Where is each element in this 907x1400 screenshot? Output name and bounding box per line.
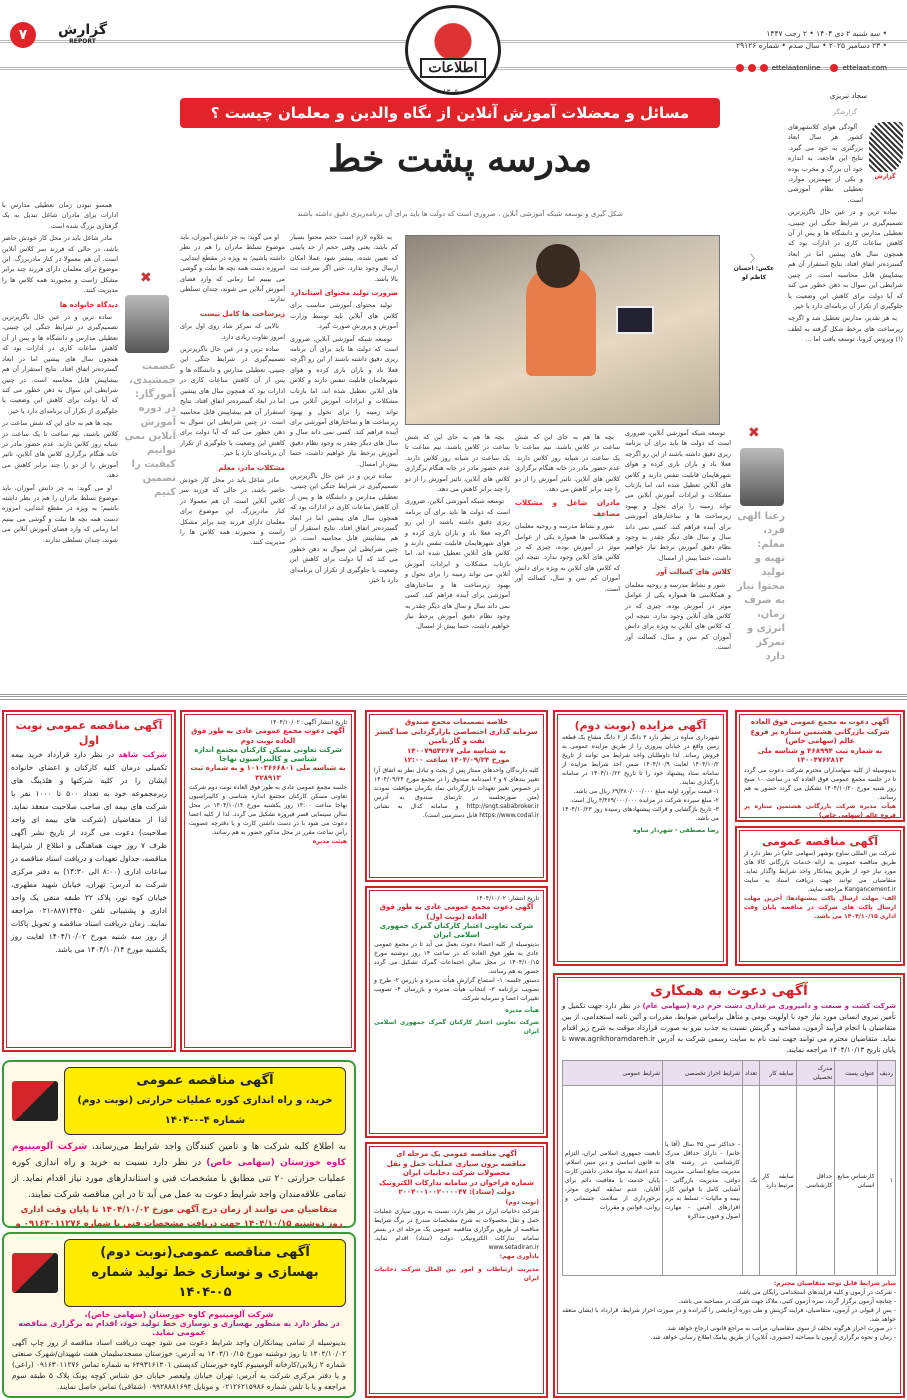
headline: مدرسه پشت خط	[327, 138, 592, 180]
arrow-left-icon: 〈	[750, 254, 760, 265]
ad-tender-bushehr: آگهی مناقصه عمومی شرکت بین المللی ساوج بوشهر (سهامی عام) در نظر دارد از طریق مناقصه عمومی به ارائه خدمات بازرگانی کالا های مورد نیاز خود از طریق پیمانکار واجد شرایط واگذار نماید. متقاضیان می توانند جهت دریافت اسناد به سایت Kangancement.ir مراجعه نمایند. الف- مهلت ارسال پاکت پیشنهادها: آخرین مهلت ارسال پاکت های شرکت در مناقصه پایان وقت اداری ۱۴۰۴/۱۰/۱۵ می باشد.	[735, 826, 905, 966]
crossed-pencils-icon: ✖	[140, 270, 152, 286]
ad-tender-kalco-furnace: آگهی مناقصه عمومی خرید، و راه اندازی کوره عملیات حرارتی (نوبت دوم) شماره ۴-۰-۱۴۰۴ به اطلاع کلیه شرکت ها و تامین کنندگان واجد شرایط می‌رساند، شرکت آلومینیوم کاوه خوزستان (سهامی خاص) در نظر دارد نسبت به خرید و راه اندازی کوره عملیات حرارتی ۲۰ تنی مطابق با مشخصات فنی و استاندارهای مورد نیاز اقدام نماید. از تمامی علاقه‌مندان واجد شرایط دعوت به عمل می آید تا در این مناقصه شرکت نمایند. متقاضیان می توانند از زمان درج آگهی مورخ ۱۴۰۴/۱۰/۰۲ تا پایان وقت اداری روز دوشنبه ۱۴۰۴/۱۰/۱۵ جهت دریافت مشخصات فنی با شماره ۰۹۱۶۳۰۱۱۲۷۶ و	[2, 1060, 356, 1228]
article-column-1: گزارش آلودگی هوای کلانشهرهای کشور هر سال ابعاد بزرگتری به خود می گیرد. نتایج این فاجعه، به اندازه خود آن بزرگ و مخرب بوده و یکی از مهمترین موارد، تعطیلی نظام آموزشی است. ساده ترین و در عین حال ناگزیرترین تصمیم‌گیری در شرایط جنگی این چنینی، تعطیلی مدارس و دانشگاه ها و پس از آن کاهش ساعات کاری در ادارات بود که همچون سال های پیشین اما در ابعاد گسترده‌تر اتفاق افتاد. نتایج استقرار آن هم بیشاپیش قابل محاسبه است. در چنین شرایطی این سوال به ذهن خطور می کند که آیا دولت برای کاهش این وضعیت یا جلوگیری از تکرار آن برنامه‌ای دارد یا خیر. به هر تقدیر، مدارس تعطیل شد و اگرچه زیرساخت های برخط شکل گرفته به لطف (!) ویروس کرونا، توسعه یافت اما ...	[788, 123, 903, 344]
article-column-2: توسعه شبکه آموزشی آنلاین، ضروری است که دولت ها باید برای آن برنامه ریزی دقیق داشته باشند از این رو اگرچه فعلا باد و باران باری کرده و هوای شهرهایمان قابلیت تنفس دارند و کلاس های آنلاین تعطیل شده اند، اما بازتاب مشکلات و ایرادات آموزش آنلاین می تواند زمینه را برای تحول و بهبود زیرساخت ها و ساختارهای آموزشی برای آینده فراهم کند. کسی نمی داند سال و سال های دیگر چقدر به وجود نظام دقیق آموزش برخط نیاز خواهیم داشت، حتما بیش از امسال. کلاس های کسالت آور شور و نشاط مدرسه و روحیه معلمان و همکلاسی ها همواره یکی از عوامل موثر در آموزش بوده، چیزی که در کلاس های آنلاین وجود ندارد. نتیجه این که کلاس های آنلاین به ویژه برای دانش آموزان کم سن و سال، کسالت آور است.	[625, 429, 731, 652]
ettelaat-logo: اطلاعات	[405, 5, 501, 95]
ad-tender-dokhaniat: آگهی مناقصه عمومی یک مرحله ای مناقصه برون سپاری عملیات حمل و نقل محصولات شرکت دخانیات ایران شماره فراخوان در سامانه تدارکات الکترونیک دولت (ستاد): ۲۰۰۴۰۰۱۰۰۲۰۰۰۰۴۷ (نوبت دوم) شرکت دخانیات ایران در نظر دارد، نسبت به برون سپاری عملیات حمل و نقل محصولات به شرح مشخصات مندرج در برگ شرایط مناقصه از طریق برگزاری مناقصه عمومی یک مرحله ای در بستر سامانه تدارکات الکترونیکی دولت (ستاد) اقدام نماید. www.setadiran.ir یادآوری مهم: مدیریت ارتباطات و امور بین الملل شرکت دخانیات ایران	[365, 1142, 548, 1398]
section-divider	[0, 694, 907, 700]
feather-icon	[869, 122, 903, 172]
social-handle[interactable]: ettelaatonline	[771, 64, 821, 72]
founded-year: ۱۳۰۵	[443, 88, 459, 96]
photo-caption: شکل گیری و توسعه شبکه آموزشی آنلاین ، ضروری است که دولت ها باید برای آن برنامه‌ریزی دقیق داشته باشند	[297, 210, 623, 218]
kalco-logo	[12, 1081, 58, 1121]
ad-tender-shahed: آگهی مناقصه عمومی نوبت اول شرکت شاهد در نظر دارد قرارداد خرید بیمه تکمیلی درمان کلیه کارکنان و اعضای خانواده ایشان را در کلیه شرکتها و هلدینگ های زیرمجموعه خود به تعداد ۵۰۰ تا ۱۰۰۰ نفر با شرکت های بیمه ای صاحب صلاحیت منعقد نماید. لذا از متقاضیان (شرکت های بیمه ای واجد صلاحیت) دعوت می گردد از تاریخ نشر آگهی ظرف ۷ روز جهت هماهنگی و اطلاع از شرایط مناقصه، جداول تعهدات و دریافت اسناد مناقصه در ساعات اداری (۸:۰۰ الی ۱۴:۳۰) به دفتر مرکزی شرکت به آدرس: تهران، خیابان شهید مطهری، خیابان کوه نور، پلاک ۲۲ طبقه منفی یک واحد اداری و پشتیبانی تلفن ۸۸۷۱۳۴۵۰-۰۲۱ مراجعه نمایند. زمان دریافت اسناد مناقصه و تحویل پاکات از روز سه شنبه مورخ ۱۴۰۴/۱۰/۰۲ لغایت روز یکشنبه مورخ ۱۴۰۴/۱۰/۱۴ می باشد.	[2, 710, 176, 1052]
author: سجاد تبریزی	[829, 92, 867, 100]
ad-tender-kalco-line: آگهی مناقصه عمومی(نوبت دوم) بهسازی و نوسازی خط تولید شماره ۰۵-۱۴۰۴ شرکت آلومینیوم کاوه خوزستان (سهامی خاص)، در نظر دارد به منظور بهسازی و نوسازی خط تولید خود، اقدام به برگزاری مناقصه عمومی نماید. بدینوسیله از تمامی پیمانکاران واجد شرایط دعوت می شود جهت دریافت اسناد مناقصه از روز چاپ آگهی ۱۴۰۴/۱۰/۰۲ تا روز دوشنبه مورخ ۱۴۰۴/۱۰/۱۵ به آدرس: خوزستان مسجدسلیمان هفت شهیدان/شهرک صنعتی شماره ۲ زیلایی/کارخانه آلومینیوم کاوه خوزستان کدپستی ۶۴۹۳۱۶۱۴۰۱ به شماره تماس ۰۹۱۶۳۰۱۱۲۷۶ (راعی) و یا دفتر مرکزی شرکت به آدرس: تهران خیابان ولیعصر خیابان حق شناس کوچه پونک پلاک ۵ طبقه سوم مراجعه و یا با تلفن شماره ۰۲۱۲۶۲۱۵۹۸۶ و موبایل ۰۹۹۲۸۸۸۱۶۹۴ (شقاقی) تماس حاصل نمایند.	[2, 1232, 356, 1398]
ad-hiring-khoramdareh: آگهی دعوت به همکاری شرکت کشت و صنعت و دامپروری مرغداری دشت خرم دره (سهامی عام) در نظر دارد جهت تکمیل و تأمین نیروی انسانی مورد نیاز خود با اولویت بومی و متأهل براساس ضوابط، مقررات و آئین نامه استخدامی، از بین متقاضیان با انجام فرآیند آزمون، مصاحبه و گزینش نسبت به جذب نیرو به صورت قرارداد موقت به شرح زیر اقدام نماید. متقاضیان محترم می توانند جهت ثبت نام به سایت رسمی شرکت به آدرس www.agrikhoramdareh.ir تا پایان تاریخ ۱۴۰۴/۱۰/۱۳ مراجعه نمایند. ردیف عنوان پست مدرک تحصیلی سابقه کار تعداد شرایط احراز تخصصی شرایط عمومی ۱ کارشناس منابع انسانی حداقل کارشناسی سابقه کار مرتبط دارد یک - حداکثر سن ۳۵ سال (آقا یا خانم) - دارای حداقل مدرک کارشناسی در رشته های مدیریت منابع انسانی، مدیریت دولتی، مدیریت بازرگانی - آشنایی کامل با قوانین کار، بیمه و مالیات - تسلط به نرم افزارهای آفیس - مهارت اصول و فنون مذاکره تابعیت جمهوری اسلامی ایران، التزام به قانون اساسی و دین مبین اسلام، عدم اعتیاد به مواد مخدر، داشتن کارت پایان خدمت یا معافیت دائم برای آقایان، عدم سابقه کیفری موثر، برخورداری از سلامت جسمانی و روانی، قوانین و مقررات سایر شرایط قابل توجه متقاضیان محترم: - شرکت در آزمون و کلیه فرایندهای استخدامی رایگان می باشد. - چنانچه آزمون برگزار گردد، نمره آزمون کتبی، ملاک جهت شرکت در مصاحبه می باشد. - پس از قبولی در آزمون، متقاضیان، فرایند گزینش و طی دوره آزمایشی را گذرانده و در صورت احراز شرایط، قرارداد با ایشان منعقد خواهد شد. - در صورت احراز هرگونه تخلف از سوی متقاضیان، مراتب به مراجع قانونی ارجاع خواهد شد. - زمان و نحوه برگزاری آزمون یا مصاحبه (حضوری، آنلاین) از طریق پیامک اطلاع رسانی خواهد شد.	[553, 973, 905, 1398]
pull-quote: رعنا الهی فرد، معلم: تهیه و تولید محتوا نیاز به صرف زمان، انرژی و تمرکز دارد	[736, 511, 785, 662]
date-line: • سه شنبه ۲ دی ۱۴۰۴ • ۲ رجب ۱۴۴۷ • ۲۳ دسامبر ۲۰۲۵ • سال صدم • شماره ۲۹۱۲۶	[736, 29, 887, 50]
web-icon	[830, 64, 838, 72]
crossed-pencils-icon: ✖	[748, 425, 760, 441]
section-tag: گزارش	[874, 173, 896, 180]
table-row: ۱ کارشناس منابع انسانی حداقل کارشناسی سابقه کار مرتبط دارد یک - حداکثر سن ۳۵ سال (آقا یا خانم) - دارای حداقل مدرک کارشناسی در رشته های مدیریت منابع انسانی، مدیریت دولتی، مدیریت بازرگانی - آشنایی کامل با قوانین کار، بیمه و مالیات - تسلط به نرم افزارهای آفیس - مهارت اصول و فنون مذاکره تابعیت جمهوری اسلامی ایران، التزام به قانون اساسی و دین مبین اسلام، عدم اعتیاد به مواد مخدر، داشتن کارت پایان خدمت یا معافیت دائم برای آقایان، عدم سابقه کیفری موثر، برخورداری از سلامت جسمانی و روانی، قوانین و مقررات	[563, 1086, 896, 1276]
portrait-photo	[125, 295, 169, 353]
feather-box	[867, 122, 903, 196]
page-number: ۷	[10, 22, 36, 48]
website-link[interactable]: ettelaat.com	[842, 64, 887, 72]
job-table: ردیف عنوان پست مدرک تحصیلی سابقه کار تعداد شرایط احراز تخصصی شرایط عمومی ۱ کارشناس منابع انسانی حداقل کارشناسی سابقه کار مرتبط دارد یک - حداکثر سن ۳۵ سال (آقا یا خانم) - دارای حداقل مدرک کارشناسی در رشته های مدیریت منابع انسانی، مدیریت دولتی، مدیریت بازرگانی - آشنایی کامل با قوانین کار، بیمه و مالیات - تسلط به نرم افزارهای آفیس - مهارت اصول و فنون مذاکره تابعیت جمهوری اسلامی ایران، التزام به قانون اساسی و دین مبین اسلام، عدم اعتیاد به مواد مخدر، داشتن کارت پایان خدمت یا معافیت دائم برای آقایان، عدم سابقه کیفری موثر، برخورداری از سلامت جسمانی و روانی، قوانین و مقررات	[562, 1060, 896, 1276]
article-column-7: همسو نبودن زمان تعطیلی مدارس با ادارات برای مادران شاغل تبدیل به یک گرفتاری بزرگ شده است. مادر شاغل باید در محل کار خودش حاضر باشد، در حالی که فرزند سر کلاس آنلاین است. آن هم معمولا در کنار مادربزرگ. این موضوع برای معلمان دارای فرزند چند برابر مشکل زاست و مجبورند همه کلاس ها را مدیریت کنند. دیدگاه خانواده ها ساده ترین و در عین حال ناگزیرترین تصمیم‌گیری در شرایط جنگی این چنینی، تعطیلی مدارس و دانشگاه ها و پس از آن کاهش ساعات کاری در ادارات بود که همچون سال های پیشین اما در ابعاد گسترده‌تر اتفاق افتاد. نتایج استقرار آن هم بیشاپیش قابل محاسبه است. در چنین شرایطی این سوال به ذهن خطور می کند که آیا دولت برای کاهش این وضعیت یا جلوگیری از تکرار آن برنامه‌ای دارد یا خیر. بچه ها هم به جای این که شش ساعت در کلاس باشند، نیم ساعت تا یک ساعت در شبانه روز کلاس دارند. عدم حضور مادر در خانه هنگام برگزاری کلاس های آنلاین، تاثیر آموزش را از دو را چند برابر کاهش می دهد. او می گوید: به جز دانش آموزان، باید موضوع تسلط مادران را هم در نظر داشته باشیم؛ به ویژه در مقطع ابتدایی، امروزه دست همه بچه ها تبلت و گوشی می بینیم اما زمانی که وارد فضای آموزش آنلاین می شوند، چندان تسلطی ندارند.	[2, 201, 118, 544]
ad-general-assembly-star: آگهی دعوت به مجمع عمومی فوق العاده شرکت بازرگانی هشتمین ستاره پر فروغ عالم (سهامی خاص) به شماره ثبت ۴۶۸۹۹۴ و شناسه ملی ۱۴۰۰۴۷۶۲۸۱۳ بدینوسیله از کلیه سهامداران محترم شرکت دعوت می گردد تا در جلسه مجمع عمومی فوق العاده که در ساعت ۱۰ صبح روز شنبه مورخ ۱۴۰۴/۱۰/۲۰ تشکیل می گردد حضور به هم رسانند. هیأت مدیره شرکت بازرگانی هشتمین ستاره پر فروغ عالم (سهامی خاص)	[735, 710, 905, 822]
instagram-icon	[760, 64, 768, 72]
section-label: گزارش REPORT	[58, 22, 108, 45]
ad-fund-decisions: خلاصه تصمیمات مجمع صندوق سرمایه گذاری اختصاصی بازارگردانی صبا گستر نفت و گاز تامین به شناسه ملی ۱۴۰۰۷۹۵۴۲۶۷ مورخ ۱۴۰۴/۰۹/۲۴ ساعت ۱۲:۰۰ کلیه دارندگان واحدهای ممتاز پس از بحث و تبادل نظر به اتفاق آرا تغییر بندهای ۷ و ۲ امیدنامه صندوق را در مجمع مورخ ۱۴۰۴/۰۹/۲۴ در خصوص تغییر تعهدات بازارگردانی نماد یکرمان موافقت نمودند (متن صورتجلسه در تارنمای صندوق به آدرس http://sngt.sababroker.ir و سامانه کدال به نشانی https://www.codal.ir قابل دسترسی است).	[365, 710, 548, 882]
kalco-logo	[12, 1253, 58, 1293]
social-links	[736, 64, 887, 72]
youtube-icon	[748, 64, 756, 72]
ad-customs-assembly: تاریخ انتشار: ۱۴۰۴/۱۰/۰۲ آگهی دعوت مجمع عمومی عادی به طور فوق العاده (نوبت اول) شرکت تعاونی اعتبار کارکنان گمرک جمهوری اسلامی ایران بدینوسیله از کلیه اعضاء دعوت بعمل می آید تا در مجمع عمومی عادی به طور فوق العاده که در ساعت ۱۴ روز دوشنبه مورخ ۱۴۰۴/۱۰/۱۵ در محل سالن اجتماعات گمرک تشکیل می گردد حضور به هم رسانند. دستور جلسه: ۱- استماع گزارش هیأت مدیره و بازرس ۲- طرح و تصویب ترازنامه ۳- انتخاب هیأت مدیره و بازرسان ۴- تصویب تغییرات اعضا و سرمایه شرکت هیأت مدیره شرکت تعاونی اعتبار کارکنان گمرک جمهوری اسلامی ایران	[365, 886, 548, 1138]
author-role: گزارشگر	[832, 108, 857, 116]
ad-auction-saveh: آگهی مزایده (نوبت دوم) شهرداری ساوه در نظر دارد ۳ دانگ از ۶ دانگ مشاع یک قطعه زمین واقع در خیابان پیروزی را از طریق مزایده عمومی به فروش رساند. لذا داوطلبان واجد شرایط می توانند از تاریخ ۱۴۰۴/۱۰/۲ لغایت ۱۴۰۴/۱۰/۹ ضمن اخذ شرایط مزایده از سامانه ستاد پیشنهاد خود را تا تاریخ ۱۴۰۴/۱۰/۲۲ در سامانه بارگذاری نمایند. ۱- قیمت برآورد اولیه مبلغ ۶۹/۳۸۰/۰۰۰/۰۰۰ ریال می باشد. ۲- مبلغ سپرده شرکت در مزایده ۳/۴۶۹/۰۰۰/۰۰۰ ریال است. ۳- تاریخ بازگشایی و قرائت پیشنهادهای رسیده روز ۱۴۰۴/۱۰/۲۳ می باشد. رضا مصطفی - شهردار ساوه	[553, 710, 728, 966]
article-column-4: بچه ها هم به جای این که شش ساعت در کلاس باشند، نیم ساعت تا یک ساعت در شبانه روز کلاس دارند. عدم حضور مادر در خانه هنگام برگزاری کلاس های آنلاین، تاثیر آموزش را از دو را چند برابر کاهش می دهد. توسعه شبکه آموزشی آنلاین، ضروری است که دولت ها باید برای آن برنامه ریزی دقیق داشته باشند از این رو اگرچه فعلا باد و باران باری کرده و هوای شهرهایمان قابلیت تنفس دارند و کلاس های آنلاین تعطیل شده اند، اما بازتاب مشکلات و ایرادات آموزش آنلاین می تواند زمینه را برای تحول و بهبود زیرساخت ها و ساختارهای آموزشی برای آینده فراهم کند. کسی نمی داند سال و سال های دیگر چقدر به وجود نظام دقیق آموزش برخط نیاز خواهیم داشت، حتما بیش از امسال.	[405, 433, 510, 631]
telegram-icon	[736, 64, 744, 72]
article-column-3: بچه ها هم به جای این که شش ساعت در کلاس باشند، نیم ساعت تا یک ساعت در شبانه روز کلاس دارند. عدم حضور مادر در خانه هنگام برگزاری کلاس های آنلاین، تاثیر آموزش را از دو را چند برابر کاهش می دهد. مادران شاغل و مشکلات مضاعف شور و نشاط مدرسه و روحیه معلمان و همکلاسی ها همواره یکی از عوامل موثر در آموزش بوده، چیزی که در کلاس های آنلاین وجود ندارد. نتیجه این که کلاس های آنلاین به ویژه برای دانش آموزان کم سن و سال، کسالت آور است.	[515, 433, 620, 593]
portrait-photo	[740, 448, 784, 506]
pull-quote: عصمت جمشیدی، آموزگار: در دوره آموزش آنلاین نمی توانیم کیفیت را تضمین کنیم	[124, 361, 176, 498]
photo-credit: عکس: احسان کاظم لو	[733, 265, 775, 281]
article-column-5: به علاوه لازم است حجم محتوا بسیار کم باشد، یعنی وقتی حجم از حد پایینی که تعیین شده، بیشتر شود عملا امکان ارسال وجود ندارد، حتی اگر سرعت نت بالا باشد. ضرورت تولید محتوای استاندارد تولید محتوای آموزشی مناسب برای کلاس های آنلاین باید توسط وزارت آموزش و پرورش صورت گیرد. توسعه شبکه آموزشی آنلاین، ضروری است که دولت ها باید برای آن برنامه ریزی دقیق داشته باشند از این رو اگرچه فعلا باد و باران باری کرده و هوای شهرهایمان قابلیت تنفس دارند و کلاس های آنلاین تعطیل شده اند، اما بازتاب مشکلات و ایرادات آموزش آنلاین می تواند زمینه را برای تحول و بهبود زیرساخت ها و ساختارهای آموزشی برای آینده فراهم کند. کسی نمی داند سال و سال های دیگر چقدر به وجود نظام دقیق آموزش برخط نیاز خواهیم داشت، حتما بیش از امسال. ساده ترین و در عین حال ناگزیرترین تصمیم‌گیری در شرایط جنگی این چنینی، تعطیلی مدارس و دانشگاه ها و پس از آن کاهش ساعات کاری در ادارات بود که همچون سال های پیشین اما در ابعاد گسترده‌تر اتفاق افتاد. نتایج استقرار آن هم بیشاپیش قابل محاسبه است. در چنین شرایطی این سوال به ذهن خطور می کند که آیا دولت برای کاهش این وضعیت یا جلوگیری از تکرار آن برنامه‌ای دارد یا خیر.	[290, 233, 398, 584]
article-photo	[405, 235, 720, 425]
ad-housing-assembly: تاریخ انتشار آگهی: ۱۴۰۴/۱۰/۰۲ آگهی دعوت مجمع عمومی عادی به طور فوق العاده نوبت دوم شرکت تعاونی مسکن کارکنان مجتمع اندازه شناسی و کالیبراسیون نهاجا به شناسه ملی ۱۰۱۰۳۶۶۶۸۰۱ و به شماره ثبت ۳۲۸۹۱۳ جلسه مجمع عمومی عادی به طور فوق العاده نوبت دوم شرکت تعاونی مسکن کارکنان مجتمع اندازه شناسی و کالیبراسیون نهاجا ساعت ۱۴:۰۰ روز یکشنبه مورخ ۱۴۰۴/۱۰/۱۴ در محل سالن سینمایی قصر فیروزه تشکیل می گردد. لذا از کلیه اعضا دعوت می شود با در دست داشتن کارت و یا دفترچه عضویت رأس ساعت مقرر در محل مذکور حضور به هم رسانند. هیئت مدیره	[180, 710, 356, 1052]
article-column-6: او می گوید: به جز دانش آموزان، باید موضوع تسلط مادران را هم در نظر داشته باشیم؛ به ویژه در مقطع ابتدایی، امروزه دست همه بچه ها تبلت و گوشی می بینیم اما زمانی که وارد فضای آموزش آنلاین می شوند، چندان تسلطی ندارند. زیرساخت ها کامل نیست بالایی که تمرکز شاد روی اول برای امروز تفاوت زیادی دارد. ساده ترین و در عین حال ناگزیرترین تصمیم‌گیری در شرایط جنگی این چنینی، تعطیلی مدارس و دانشگاه ها و پس از آن کاهش ساعات کاری در ادارات بود که همچون سال های پیشین اما در ابعاد گسترده‌تر اتفاق افتاد. نتایج استقرار آن هم بیشاپیش قابل محاسبه است. در چنین شرایطی این سوال به ذهن خطور می کند که آیا دولت برای کاهش این وضعیت یا جلوگیری از تکرار آن برنامه‌ای دارد یا خیر. مشکلات مادر، معلم مادر شاغل باید در محل کار خودش حاضر باشد، در حالی که فرزند سر کلاس آنلاین است. آن هم معمولا در کنار مادربزرگ. این موضوع برای معلمان دارای فرزند چند برابر مشکل زاست و مجبورند همه کلاس ها را مدیریت کنند.	[180, 233, 285, 547]
kicker: مسائل و معضلات آموزش آنلاین از نگاه والدین و معلمان چیست ؟	[180, 98, 720, 128]
